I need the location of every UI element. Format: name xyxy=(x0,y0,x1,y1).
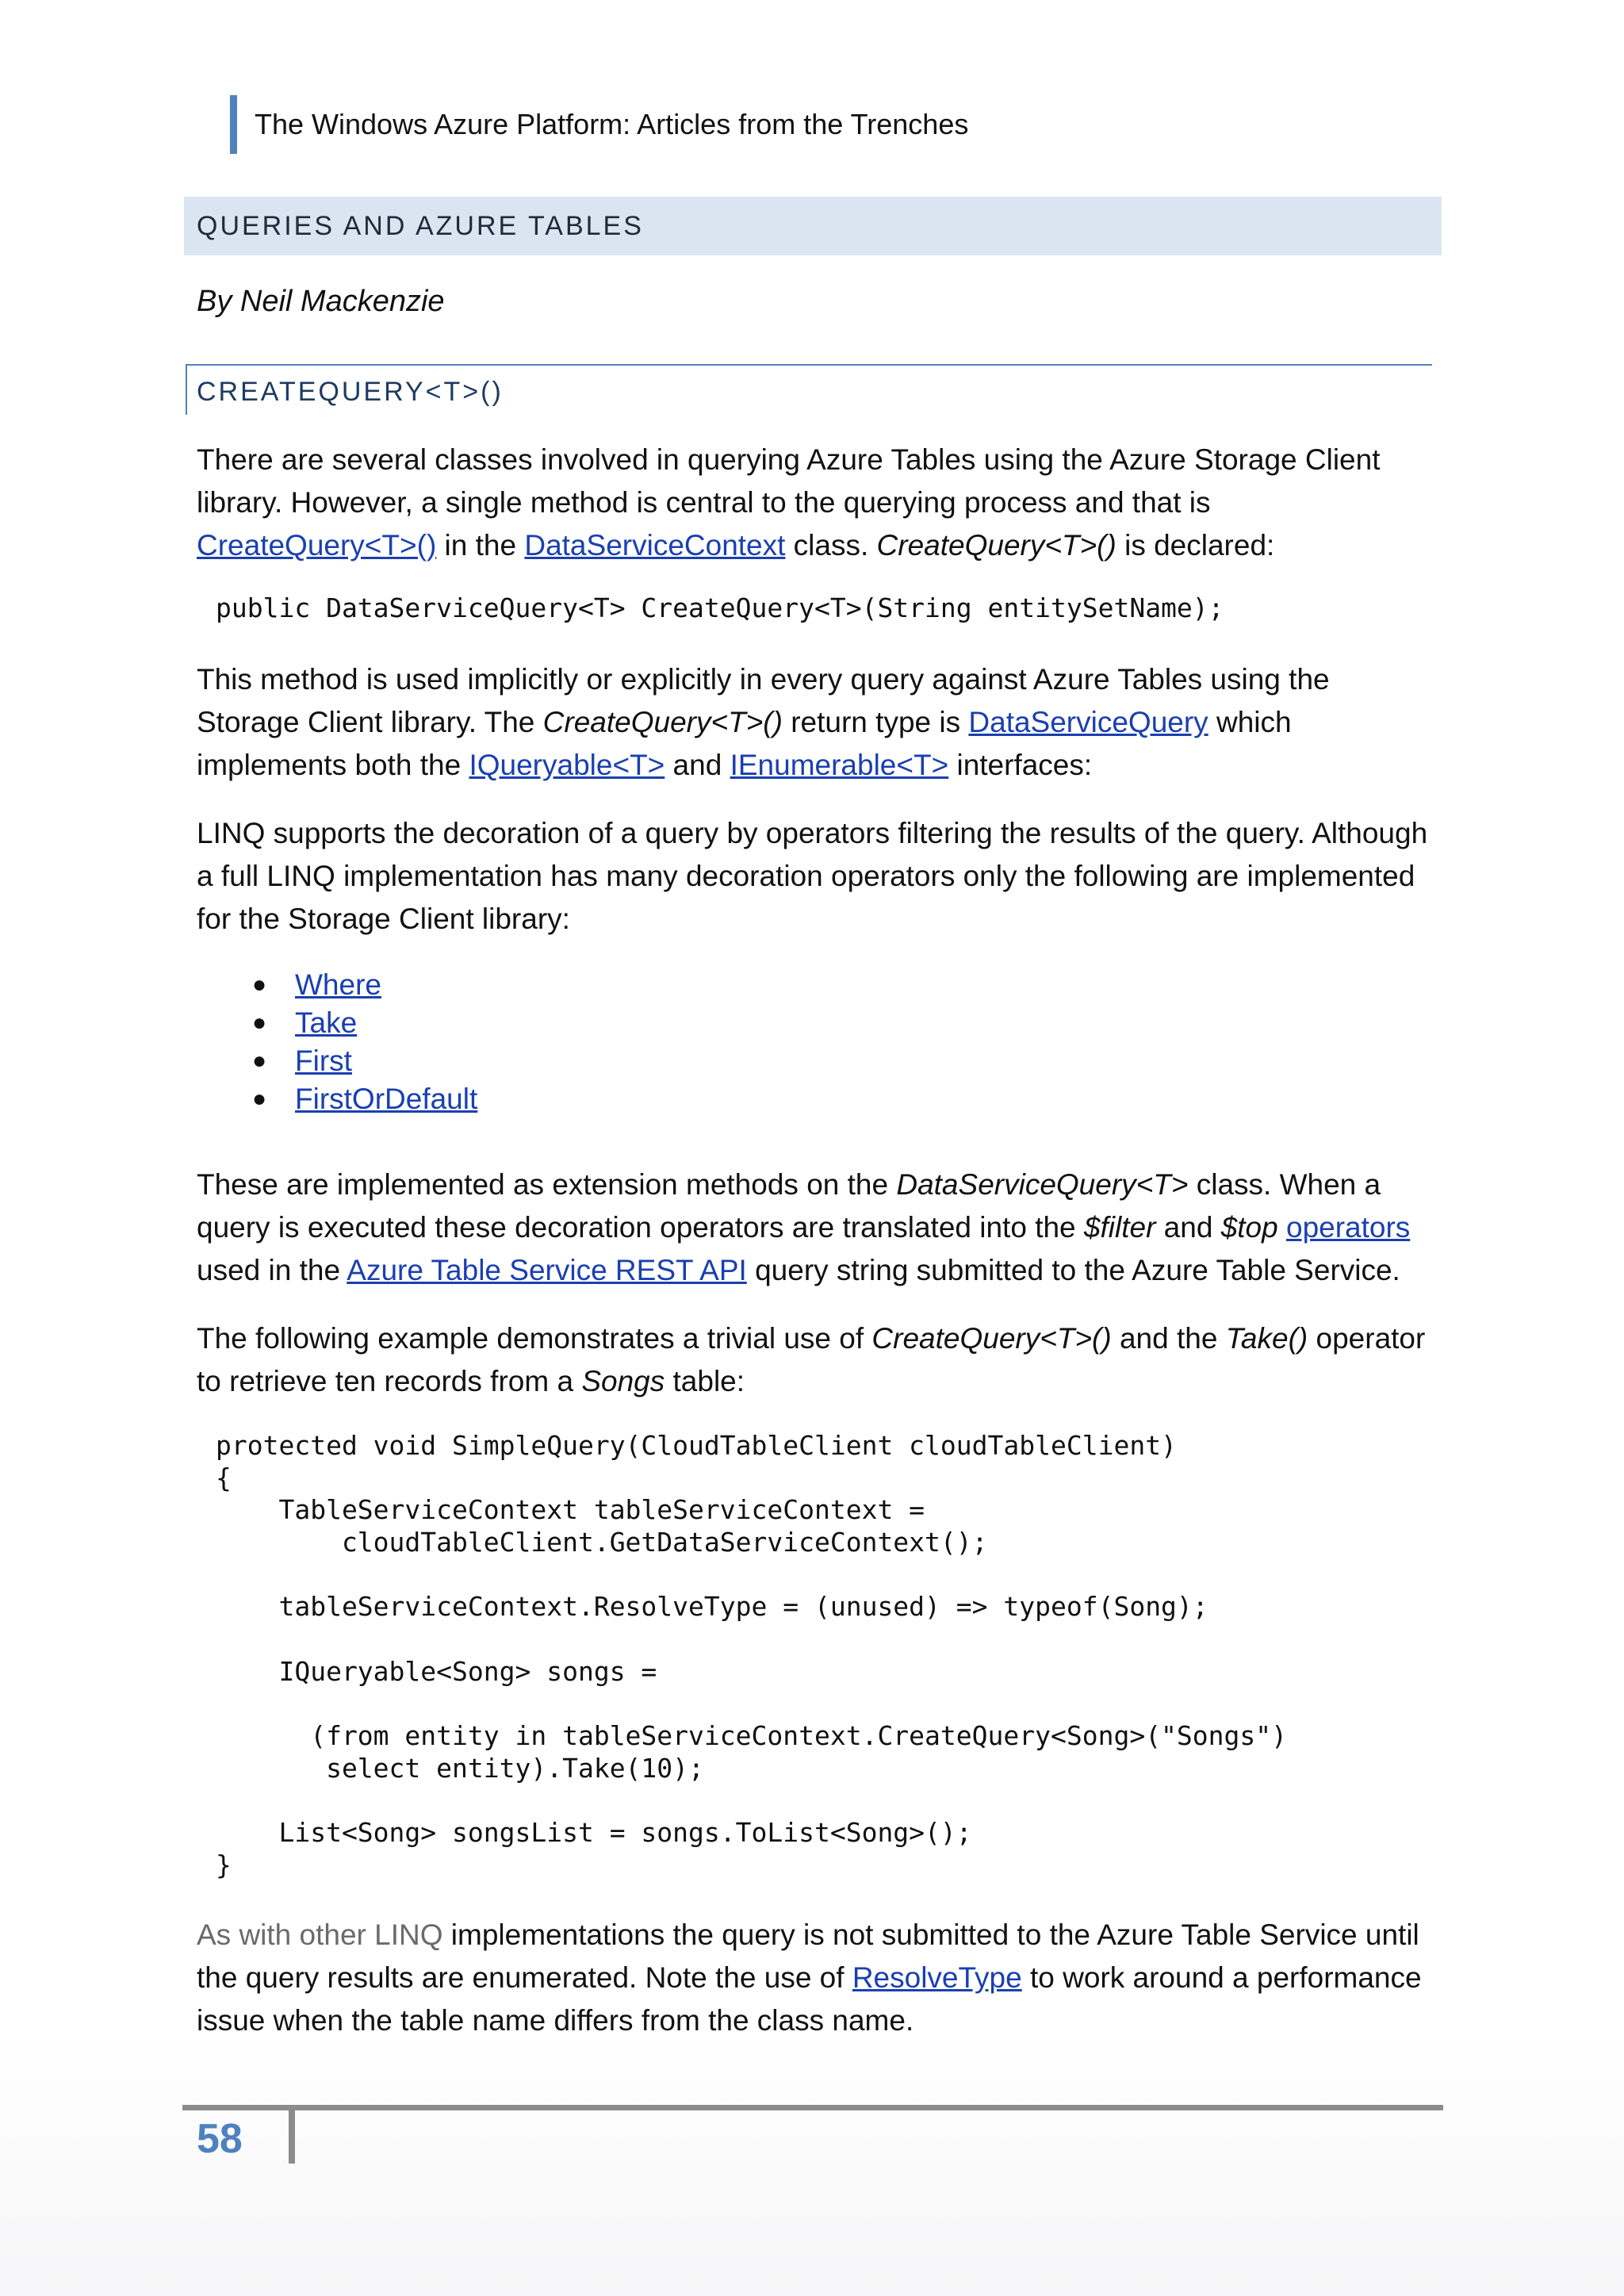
paragraph-linq-operators: LINQ supports the decoration of a query by operators filtering the results of the query. Although a full LINQ implementation has many decoration operators only the following are implemented for the Storage Client library: xyxy=(197,817,1428,935)
text: query string submitted to the Azure Table Service. xyxy=(746,1254,1400,1286)
code-line: tableServiceContext.ResolveType = (unused) => typeof(Song); xyxy=(216,1591,1208,1623)
subsection-left-rule xyxy=(186,364,187,415)
text: used in the xyxy=(197,1254,347,1286)
text: which implements both the xyxy=(197,706,1292,781)
byline: By Neil Mackenzie xyxy=(197,285,445,318)
text: to work around a performance issue when the table name differs from the class name. xyxy=(197,1961,1422,2037)
code-line xyxy=(216,1785,1287,1818)
emphasis: $filter xyxy=(1083,1211,1156,1244)
link-first[interactable]: First xyxy=(295,1045,352,1077)
text: and the xyxy=(1111,1322,1226,1355)
paragraph-extension-methods xyxy=(197,1163,1434,1292)
text: table: xyxy=(665,1365,745,1397)
text: class. xyxy=(785,529,877,562)
code-line: TableServiceContext tableServiceContext = xyxy=(216,1494,925,1526)
running-header: The Windows Azure Platform: Articles from the Trenches xyxy=(230,95,968,154)
code-line xyxy=(216,1623,1287,1656)
code-line: (from entity in tableServiceContext.CreateQuery<Song>("Songs") xyxy=(216,1720,1288,1752)
paragraph-return-type xyxy=(197,658,1434,787)
bullet-icon: ● xyxy=(252,972,267,998)
paragraph-enumeration-note xyxy=(197,1914,1434,2042)
text: This method is used implicitly or explicitly in every query against Azure Tables using the Storage Client library. The xyxy=(197,663,1330,738)
subsection-title: CREATEQUERY<T>() xyxy=(197,377,504,407)
text xyxy=(1278,1211,1286,1244)
link-firstordefault[interactable]: FirstOrDefault xyxy=(295,1083,478,1115)
code-line: select entity).Take(10); xyxy=(216,1752,704,1784)
page-number: 58 xyxy=(197,2116,243,2162)
link-where[interactable]: Where xyxy=(295,968,381,1001)
link-iqueryable[interactable]: IQueryable<T> xyxy=(469,749,665,781)
text: and xyxy=(1155,1211,1221,1244)
text: class. When a query is executed these decoration operators are translated into the xyxy=(197,1168,1381,1244)
emphasis: CreateQuery<T>() xyxy=(876,529,1116,562)
paragraph-example-intro xyxy=(197,1317,1434,1403)
footer-divider xyxy=(289,2110,295,2164)
code-line xyxy=(216,1559,1287,1592)
text: and xyxy=(665,749,730,781)
operator-list xyxy=(252,966,477,1118)
code-line: { xyxy=(216,1462,232,1493)
footer-rule xyxy=(182,2105,1443,2110)
link-resolvetype[interactable]: ResolveType xyxy=(852,1961,1022,1994)
paragraph-intro xyxy=(197,439,1434,567)
link-operators[interactable]: operators xyxy=(1286,1211,1411,1244)
link-dataservicecontext[interactable]: DataServiceContext xyxy=(524,529,786,562)
text: interfaces: xyxy=(948,749,1093,781)
link-take[interactable]: Take xyxy=(295,1006,358,1039)
text-muted: As with other LINQ xyxy=(197,1918,443,1951)
code-line: IQueryable<Song> songs = xyxy=(216,1655,657,1687)
text: implementations the query is not submitted to the Azure Table Service until the query results are enumerated. Note the use of xyxy=(197,1918,1419,1994)
text: operator to retrieve ten records from a xyxy=(197,1322,1426,1397)
link-ienumerable[interactable]: IEnumerable<T> xyxy=(730,749,949,781)
code-line: cloudTableClient.GetDataServiceContext(); xyxy=(216,1527,988,1558)
emphasis: Take() xyxy=(1225,1322,1308,1355)
code-line: } xyxy=(216,1849,232,1880)
section-title: QUERIES AND AZURE TABLES xyxy=(197,211,644,241)
code-example xyxy=(216,1430,1287,1882)
text: These are implemented as extension methods on the xyxy=(197,1168,897,1201)
emphasis: CreateQuery<T>() xyxy=(542,706,783,738)
text: The following example demonstrates a trivial use of xyxy=(197,1322,872,1355)
text: is declared: xyxy=(1116,529,1275,562)
list-item xyxy=(252,1042,477,1080)
bullet-icon: ● xyxy=(252,1010,267,1036)
code-declaration xyxy=(216,592,1224,625)
link-createquery[interactable]: CreateQuery<T>() xyxy=(197,529,437,562)
link-rest-api[interactable]: Azure Table Service REST API xyxy=(347,1254,747,1286)
list-item xyxy=(252,1080,477,1118)
list-item xyxy=(252,966,477,1004)
text: There are several classes involved in querying Azure Tables using the Azure Storage Client library. However, a single method is central to the querying process and that is xyxy=(197,443,1381,519)
emphasis: DataServiceQuery<T> xyxy=(896,1168,1189,1201)
code-line: protected void SimpleQuery(CloudTableClient cloudTableClient) xyxy=(216,1430,1177,1461)
emphasis: CreateQuery<T>() xyxy=(871,1322,1112,1355)
page-background-fade xyxy=(0,2030,1624,2296)
code-line: List<Song> songsList = songs.ToList<Song>(); xyxy=(216,1817,972,1849)
bullet-icon: ● xyxy=(252,1048,267,1074)
text: in the xyxy=(436,529,525,562)
code-line: public DataServiceQuery<T> CreateQuery<T>(String entitySetName); xyxy=(216,592,1224,623)
code-line xyxy=(216,1688,1287,1721)
bullet-icon: ● xyxy=(252,1086,267,1112)
link-dataservicequery[interactable]: DataServiceQuery xyxy=(968,706,1208,738)
text: return type is xyxy=(782,706,969,738)
subsection-rule xyxy=(186,364,1432,366)
emphasis: Songs xyxy=(581,1365,665,1397)
emphasis: $top xyxy=(1220,1211,1278,1244)
list-item xyxy=(252,1004,477,1042)
